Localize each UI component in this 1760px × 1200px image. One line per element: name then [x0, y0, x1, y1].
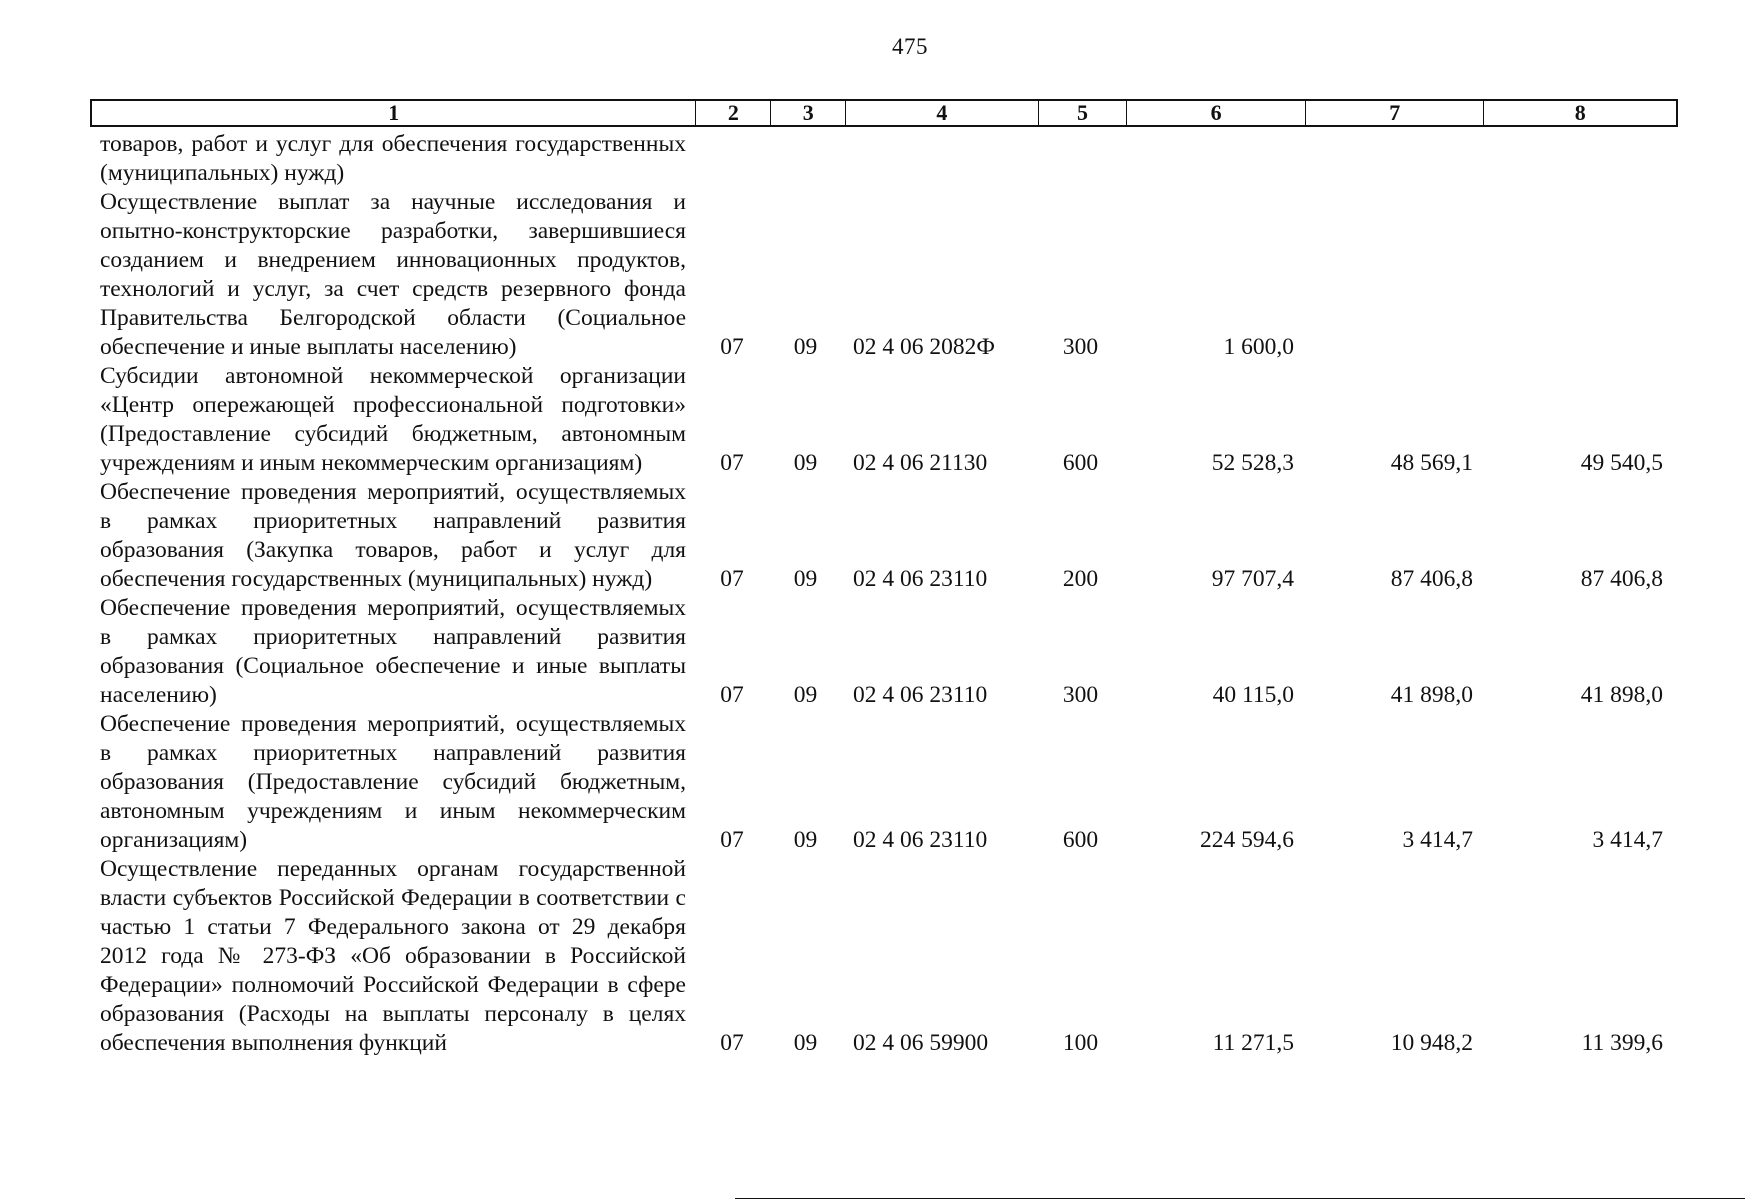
row-sum-2: 48 569,1 [1390, 450, 1473, 476]
row-podrazdel: 09 [793, 334, 818, 360]
page-bottom-rule [735, 1198, 1745, 1199]
header-col-2: 2 [696, 101, 771, 125]
row-sum-1: 224 594,6 [1200, 827, 1294, 853]
row-sum-1: 11 271,5 [1212, 1030, 1294, 1056]
row-description: товаров, работ и услуг для обеспечения государственных (муниципальных) нужд) [100, 131, 686, 186]
row-sum-3: 11 399,6 [1581, 1030, 1663, 1056]
row-sum-2: 41 898,0 [1390, 682, 1473, 708]
row-sum-3: 41 898,0 [1580, 682, 1663, 708]
header-col-7: 7 [1306, 101, 1485, 125]
row-podrazdel: 09 [793, 566, 818, 592]
page-number: 475 [892, 34, 928, 59]
table-row [100, 855, 1680, 1058]
row-razdel: 07 [720, 827, 744, 853]
row-vr: 600 [1062, 450, 1099, 476]
row-csr: 02 4 06 2082Ф [853, 334, 995, 360]
row-csr: 02 4 06 23110 [853, 682, 988, 708]
row-sum-1: 97 707,4 [1211, 566, 1294, 592]
table-row [100, 130, 1680, 188]
row-sum-2: 10 948,2 [1390, 1030, 1473, 1056]
row-sum-2: 87 406,8 [1390, 566, 1473, 592]
row-podrazdel: 09 [793, 450, 818, 476]
row-csr: 02 4 06 23110 [853, 827, 988, 853]
header-col-1: 1 [92, 101, 696, 125]
row-sum-1: 40 115,0 [1212, 682, 1294, 708]
row-podrazdel: 09 [793, 1030, 818, 1056]
row-podrazdel: 09 [793, 827, 818, 853]
table-row [100, 362, 1680, 478]
row-sum-3: 3 414,7 [1592, 827, 1663, 853]
table-row [100, 478, 1680, 594]
header-col-4: 4 [846, 101, 1039, 125]
row-razdel: 07 [720, 450, 744, 476]
row-description: Обеспечение проведения мероприятий, осуществляемых в рамках приоритетных направлений развития образования (Закупка товаров, работ и услуг для обеспечения государственных (муниципальных) нужд) [100, 479, 686, 592]
row-vr: 600 [1062, 827, 1099, 853]
row-description: Субсидии автономной некоммерческой организации «Центр опережающей профессиональной подготовки» (Предоставление субсидий бюджетным, автономным учреждениям и иным некоммерческим организациям) [100, 363, 686, 476]
table-row [100, 710, 1680, 855]
row-description: Осуществление выплат за научные исследования и опытно-конструкторские разработки, завершившиеся созданием и внедрением инновационных продуктов, технологий и услуг, за счет средств резервного фонда Правительства Белгородской области (Социальное обеспечение и иные выплаты населению) [100, 189, 686, 360]
row-description: Осуществление переданных органам государственной власти субъектов Российской Федерации в соответствии с частью 1 статьи 7 Федерального закона от 29 декабря 2012 года № 273-ФЗ «Об образовании в Российской Федерации» полномочий Российской Федерации в сфере образования (Расходы на выплаты персоналу в целях обеспечения выполнения функций [100, 856, 686, 1056]
row-vr: 300 [1062, 334, 1099, 360]
row-podrazdel: 09 [793, 682, 818, 708]
row-description: Обеспечение проведения мероприятий, осуществляемых в рамках приоритетных направлений развития образования (Социальное обеспечение и иные выплаты населению) [100, 595, 686, 708]
header-col-8: 8 [1574, 100, 1586, 125]
row-sum-1: 1 600,0 [1223, 334, 1294, 360]
table-row [100, 188, 1680, 362]
row-sum-3: 87 406,8 [1580, 566, 1663, 592]
header-col-6: 6 [1127, 101, 1306, 125]
header-col-3: 3 [771, 101, 846, 125]
table-header-row [90, 99, 1678, 127]
row-description: Обеспечение проведения мероприятий, осуществляемых в рамках приоритетных направлений развития образования (Предоставление субсидий бюджетным, автономным учреждениям и иным некоммерческим организациям) [100, 711, 686, 853]
row-vr: 100 [1062, 1030, 1099, 1056]
table-body [100, 130, 1680, 1058]
table-row [100, 594, 1680, 710]
row-csr: 02 4 06 23110 [853, 566, 988, 592]
row-razdel: 07 [720, 334, 744, 360]
row-sum-2: 3 414,7 [1402, 827, 1473, 853]
row-sum-1: 52 528,3 [1211, 450, 1294, 476]
header-col-5: 5 [1039, 101, 1128, 125]
row-vr: 200 [1062, 566, 1099, 592]
row-razdel: 07 [720, 682, 744, 708]
row-vr: 300 [1062, 682, 1099, 708]
row-razdel: 07 [720, 1030, 744, 1056]
row-sum-3: 49 540,5 [1580, 450, 1663, 476]
row-csr: 02 4 06 21130 [853, 450, 988, 476]
row-csr: 02 4 06 59900 [853, 1030, 989, 1056]
row-razdel: 07 [720, 566, 744, 592]
